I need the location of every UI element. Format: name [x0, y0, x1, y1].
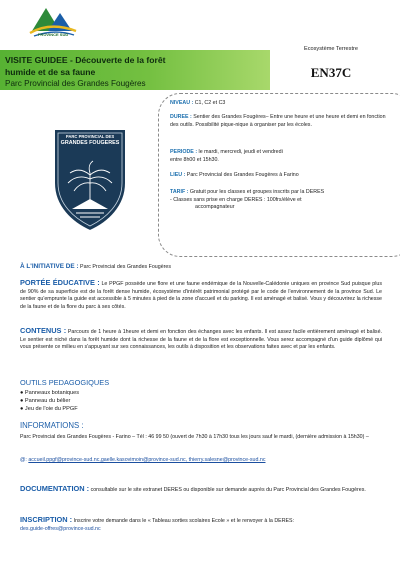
- badge-text-main: GRANDES FOUGERES: [60, 140, 120, 146]
- logo-caption: PROVINCE SUD: [37, 32, 69, 37]
- info-niveau: [170, 100, 385, 108]
- lieu-label: LIEU :: [170, 172, 186, 178]
- tarif-value: Gratuit pour les classes et groupes inscrits par la DERES: [188, 189, 325, 195]
- inscription-text: Inscrire votre demande dans le « Tableau sorties scolaires Ecole » et le renvoyer à la DERES:: [72, 518, 295, 524]
- initiative-label: À L'INITIATIVE DE :: [20, 263, 79, 270]
- portee-text: Le PPGF possède une flore et une faune endémique de la Nouvelle-Calédonie uniques en province Sud puisque plus de 90% de sa superficie est de la forêt dense humide, écosystème d'intérêt patrimonial protégé par le code de l'environnement de la province Sud. Le sentier qu'emprunte la guide est accessible à 5 minutes à pied de la zone d'accueil et du parking. Il est aménagé et balisé. Vous y découvrirez la richesse de la faune et de la flore du parc à ses côtés.: [20, 281, 382, 310]
- contenus-text: Parcours de 1 heure à 1heure et demi en fonction des échanges avec les enfants. Il est assez facile entièrement aménagé et balisé. Le sentier est niché dans la forêt humide dont la richesse de la faune et de la flore est exceptionnelle. Vous serez accompagné d'un guide diplômé qui vous présente ce milieu en s'appuyant sur ses connaissances, les outils à disposition et les observations faites avec et par les enfants.: [20, 329, 382, 351]
- emails-link[interactable]: accueil.ppgf@province-sud.nc,gaelle.kasovimoin@province-sud.nc, thierry.salesne@province-sud.nc: [28, 457, 266, 463]
- initiative-value: Parc Provincial des Grandes Fougères: [78, 264, 172, 270]
- title-main: VISITE GUIDEE: [5, 55, 68, 65]
- title-line-1: [5, 55, 165, 65]
- badge-text-top: PARC PROVINCIAL DES: [65, 134, 115, 139]
- portee-label: PORTÉE ÉDUCATIVE :: [20, 278, 100, 287]
- info-tarif: [170, 189, 390, 212]
- inscription-label: INSCRIPTION :: [20, 515, 73, 524]
- emails-prefix: @:: [20, 457, 29, 463]
- niveau-value: C1, C2 et C3: [193, 100, 226, 106]
- informations-title: INFORMATIONS :: [20, 421, 84, 430]
- niveau-label: NIVEAU :: [170, 100, 194, 106]
- outils-list: [20, 389, 79, 414]
- lieu-value: Parc Provincial des Grandes Fougères à Farino: [185, 172, 299, 178]
- tarif-line-3: accompagnateur: [195, 204, 235, 211]
- outils-title: OUTILS PEDAGOGIQUES: [20, 378, 110, 387]
- duree-label: DUREE :: [170, 114, 192, 120]
- informations-text: Parc Provincial des Grandes Fougères - Farino – Tél : 46 99 50 (ouvert de 7h30 à 17h30 tous les jours sauf le mardi, (dernière admission à 15h30) –: [20, 434, 369, 440]
- title-line-3: Parc Provincial des Grandes Fougères: [5, 79, 146, 88]
- contenus-label: CONTENUS :: [20, 326, 67, 335]
- province-sud-logo: [26, 3, 80, 47]
- outils-item: ● Panneau du bélier: [20, 398, 71, 405]
- info-lieu: [170, 172, 385, 180]
- activity-code: EN37C: [310, 65, 352, 80]
- documentation-text: consultable sur le site extranet DERES ou disponible sur demande auprès du Parc Provincial des Grandes Fougères.: [89, 487, 366, 493]
- tarif-line-2: - Classes sans prise en charge DERES : 100frs/élève et: [170, 196, 302, 203]
- inscription-section: [20, 516, 382, 533]
- province-sud-logo-icon: [26, 3, 80, 47]
- tarif-label: TARIF :: [170, 189, 189, 195]
- title-line-2: humide et de sa faune: [5, 67, 96, 77]
- title-rest: - Découverte de la forêt: [67, 55, 166, 65]
- outils-item: ● Panneaux botaniques: [20, 390, 80, 396]
- inscription-email[interactable]: des.guide-offres@province-sud.nc: [20, 525, 101, 532]
- initiative-section: [20, 263, 382, 272]
- documentation-label: DOCUMENTATION :: [20, 484, 90, 493]
- portee-section: [20, 279, 382, 311]
- outils-item: ● Jeu de l'oie du PPGF: [20, 406, 78, 413]
- contenus-section: [20, 327, 382, 352]
- info-duree: [170, 114, 386, 129]
- duree-value: Sentier des Grandes Fougères– Entre une heure et une heure et demi en fonction des outils. Possibilité pique-nique à organiser par les écoles.: [170, 114, 386, 128]
- documentation-section: [20, 485, 382, 495]
- periode-value: le mardi, mercredi, jeudi et vendredi: [197, 149, 283, 155]
- info-periode: [170, 149, 385, 164]
- ecosystem-label: Ecosystème Terrestre: [304, 46, 358, 52]
- periode-value-2: entre 8h00 et 15h30.: [170, 156, 219, 163]
- informations-emails: [20, 457, 390, 463]
- periode-label: PERIODE :: [170, 149, 198, 155]
